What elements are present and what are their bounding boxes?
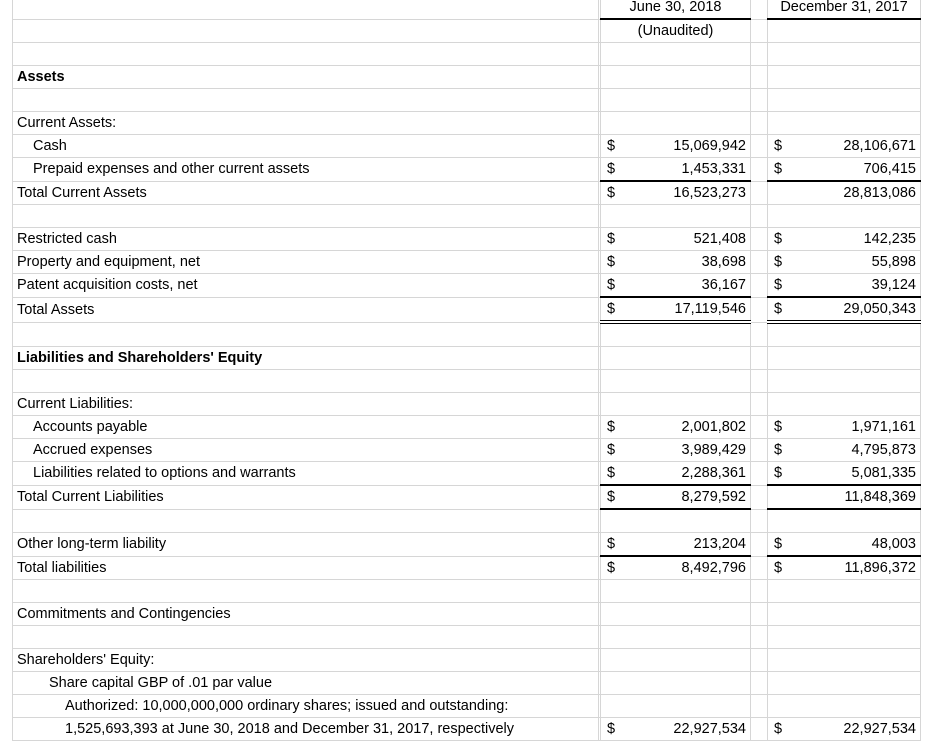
period-a-note[interactable]: (Unaudited) — [601, 19, 751, 43]
row-label[interactable] — [13, 205, 599, 228]
currency-symbol: $ — [607, 138, 616, 154]
currency-symbol: $ — [607, 419, 616, 435]
row-label[interactable]: Shareholders' Equity: — [13, 649, 599, 672]
amount-value: 39,124 — [871, 277, 916, 293]
amount-value: 17,119,546 — [674, 301, 746, 317]
currency-symbol: $ — [607, 161, 616, 177]
row-label[interactable]: Prepaid expenses and other current assets — [13, 158, 599, 182]
amount — [601, 298, 750, 320]
currency-symbol: $ — [774, 560, 783, 576]
amount-value: 48,003 — [871, 536, 916, 552]
amount-value: 15,069,942 — [673, 138, 746, 154]
currency-symbol: $ — [607, 489, 616, 505]
amount-value: 28,813,086 — [843, 185, 916, 201]
period-b-value-cell[interactable] — [768, 439, 921, 462]
spacer-cell — [751, 485, 768, 509]
amount — [601, 486, 750, 508]
spacer-cell — [751, 89, 768, 112]
currency-symbol: $ — [607, 560, 616, 576]
period-b-value-cell[interactable] — [768, 43, 921, 66]
period-b-value-cell[interactable] — [768, 672, 921, 695]
period-a-value-cell[interactable] — [601, 626, 751, 649]
period-b-value-cell[interactable] — [768, 626, 921, 649]
amount — [601, 182, 750, 204]
period-b-value-cell[interactable] — [768, 112, 921, 135]
table-row — [13, 695, 921, 718]
period-a-value-cell[interactable] — [601, 718, 751, 741]
amount — [601, 718, 750, 740]
amount-value: 521,408 — [693, 231, 746, 247]
period-b-value-cell[interactable] — [768, 274, 921, 298]
period-b-value-cell[interactable] — [768, 393, 921, 416]
blank-row — [13, 43, 921, 66]
spacer-cell — [751, 393, 768, 416]
table-row — [13, 649, 921, 672]
table-row — [13, 181, 921, 205]
period-a-value-cell[interactable] — [601, 205, 751, 228]
spacer-cell — [751, 370, 768, 393]
row-label[interactable]: Assets — [13, 66, 599, 89]
currency-symbol: $ — [607, 721, 616, 737]
amount-value: 142,235 — [863, 231, 916, 247]
blank-row — [13, 509, 921, 533]
spacer-cell — [751, 626, 768, 649]
table-row — [13, 135, 921, 158]
header-row-1 — [13, 0, 921, 19]
currency-symbol: $ — [774, 465, 783, 481]
amount-value: 28,106,671 — [843, 138, 916, 154]
amount — [768, 416, 920, 438]
currency-symbol: $ — [774, 254, 783, 270]
table-row — [13, 556, 921, 580]
currency-symbol: $ — [607, 231, 616, 247]
period-a-header[interactable]: June 30, 2018 — [601, 0, 751, 19]
currency-symbol: $ — [774, 161, 783, 177]
amount — [601, 557, 750, 579]
amount-value: 5,081,335 — [851, 465, 916, 481]
amount-value: 8,492,796 — [681, 560, 746, 576]
blank-row — [13, 205, 921, 228]
currency-symbol: $ — [607, 277, 616, 293]
period-a-value-cell[interactable] — [601, 580, 751, 603]
spacer-cell — [751, 462, 768, 486]
amount — [601, 533, 750, 555]
row-label[interactable]: Share capital GBP of .01 par value — [13, 672, 599, 695]
row-label[interactable]: 1,525,693,393 at June 30, 2018 and December 31, 2017, respectively — [13, 718, 599, 741]
amount-value: 2,001,802 — [681, 419, 746, 435]
period-a-value-cell[interactable] — [601, 322, 751, 347]
row-label[interactable]: Total Current Assets — [13, 181, 599, 205]
period-b-note[interactable] — [768, 19, 921, 43]
period-a-value-cell[interactable] — [601, 297, 751, 322]
row-label[interactable] — [13, 580, 599, 603]
spacer-cell — [751, 135, 768, 158]
amount-value: 22,927,534 — [843, 721, 916, 737]
period-b-value-cell[interactable] — [768, 89, 921, 112]
currency-symbol: $ — [607, 536, 616, 552]
period-a-value-cell[interactable] — [601, 370, 751, 393]
amount — [601, 228, 750, 250]
period-b-value-cell[interactable] — [768, 509, 921, 533]
spacer-cell — [751, 580, 768, 603]
blank-row — [13, 370, 921, 393]
amount-value: 11,848,369 — [844, 489, 916, 505]
amount — [768, 439, 920, 461]
currency-symbol: $ — [774, 301, 783, 317]
period-b-value-cell[interactable] — [768, 205, 921, 228]
period-b-value-cell[interactable] — [768, 649, 921, 672]
period-a-value-cell[interactable] — [601, 439, 751, 462]
currency-symbol: $ — [774, 277, 783, 293]
amount — [768, 486, 920, 508]
period-b-value-cell[interactable] — [768, 228, 921, 251]
period-a-value-cell[interactable] — [601, 347, 751, 370]
currency-symbol: $ — [607, 465, 616, 481]
period-a-value-cell[interactable] — [601, 416, 751, 439]
amount — [768, 533, 920, 555]
row-label[interactable] — [13, 626, 599, 649]
spacer-cell — [751, 695, 768, 718]
table-row — [13, 251, 921, 274]
period-a-value-cell[interactable] — [601, 485, 751, 509]
period-a-value-cell[interactable] — [601, 43, 751, 66]
amount-value: 16,523,273 — [673, 185, 746, 201]
period-a-value-cell[interactable] — [601, 89, 751, 112]
row-label[interactable]: Other long-term liability — [13, 533, 599, 557]
spacer-cell — [751, 649, 768, 672]
spacer-cell — [751, 718, 768, 741]
row-label[interactable]: Accounts payable — [13, 416, 599, 439]
label-cell[interactable] — [13, 19, 599, 43]
row-label[interactable] — [13, 370, 599, 393]
period-a-value-cell[interactable] — [601, 112, 751, 135]
amount-value: 1,971,161 — [851, 419, 916, 435]
spacer-cell — [751, 274, 768, 298]
period-a-value-cell[interactable] — [601, 509, 751, 533]
table-row — [13, 112, 921, 135]
period-a-value-cell[interactable] — [601, 66, 751, 89]
amount-value: 11,896,372 — [844, 560, 916, 576]
period-b-value-cell[interactable] — [768, 695, 921, 718]
currency-symbol: $ — [774, 721, 783, 737]
spacer-cell — [751, 322, 768, 347]
amount — [601, 462, 750, 484]
row-label[interactable]: Total Current Liabilities — [13, 485, 599, 509]
period-a-value-cell[interactable] — [601, 462, 751, 486]
amount — [768, 158, 920, 180]
period-b-value-cell[interactable] — [768, 66, 921, 89]
amount — [768, 135, 920, 157]
row-label[interactable]: Restricted cash — [13, 228, 599, 251]
period-a-value-cell[interactable] — [601, 533, 751, 557]
table-row — [13, 274, 921, 298]
spacer-cell — [751, 416, 768, 439]
period-b-value-cell[interactable] — [768, 158, 921, 182]
row-label[interactable]: Property and equipment, net — [13, 251, 599, 274]
blank-row — [13, 580, 921, 603]
table-row — [13, 533, 921, 557]
currency-symbol: $ — [607, 301, 616, 317]
table-row — [13, 718, 921, 741]
amount-value: 3,989,429 — [681, 442, 746, 458]
period-b-value-cell[interactable] — [768, 556, 921, 580]
row-label[interactable]: Cash — [13, 135, 599, 158]
amount-value: 8,279,592 — [681, 489, 746, 505]
row-label[interactable]: Authorized: 10,000,000,000 ordinary shares; issued and outstanding: — [13, 695, 599, 718]
row-label[interactable] — [13, 89, 599, 112]
spacer-cell — [751, 603, 768, 626]
table-row — [13, 297, 921, 322]
table-row — [13, 672, 921, 695]
amount-value: 706,415 — [863, 161, 916, 177]
amount — [601, 251, 750, 273]
row-label[interactable]: Patent acquisition costs, net — [13, 274, 599, 298]
spacer-cell — [751, 439, 768, 462]
amount-value: 4,795,873 — [851, 442, 916, 458]
table-row — [13, 462, 921, 486]
spacer-cell — [751, 509, 768, 533]
amount — [768, 298, 920, 320]
spacer-cell — [751, 672, 768, 695]
amount-value: 29,050,343 — [843, 301, 916, 317]
amount — [601, 439, 750, 461]
row-label[interactable]: Liabilities and Shareholders' Equity — [13, 347, 599, 370]
spacer-cell — [751, 158, 768, 182]
amount — [768, 557, 920, 579]
currency-symbol: $ — [774, 442, 783, 458]
table-row — [13, 416, 921, 439]
spacer-cell — [751, 66, 768, 89]
period-b-value-cell[interactable] — [768, 603, 921, 626]
currency-symbol: $ — [607, 254, 616, 270]
table-row — [13, 603, 921, 626]
amount — [601, 135, 750, 157]
row-label[interactable] — [13, 322, 599, 347]
table-row — [13, 66, 921, 89]
row-label[interactable]: Current Liabilities: — [13, 393, 599, 416]
period-a-value-cell[interactable] — [601, 135, 751, 158]
spacer-cell — [751, 205, 768, 228]
amount-value: 22,927,534 — [673, 721, 746, 737]
row-label[interactable] — [13, 509, 599, 533]
blank-row — [13, 89, 921, 112]
period-b-value-cell[interactable] — [768, 297, 921, 322]
header-row-2 — [13, 19, 921, 43]
period-a-value-cell[interactable] — [601, 556, 751, 580]
period-b-value-cell[interactable] — [768, 416, 921, 439]
blank-row — [13, 626, 921, 649]
period-a-value-cell[interactable] — [601, 181, 751, 205]
currency-symbol: $ — [774, 419, 783, 435]
amount — [601, 274, 750, 296]
period-a-value-cell[interactable] — [601, 695, 751, 718]
amount — [601, 158, 750, 180]
amount — [768, 718, 920, 740]
period-b-value-cell[interactable] — [768, 322, 921, 347]
period-a-value-cell[interactable] — [601, 274, 751, 298]
period-a-value-cell[interactable] — [601, 603, 751, 626]
currency-symbol: $ — [774, 536, 783, 552]
amount — [768, 228, 920, 250]
spacer-cell — [751, 43, 768, 66]
period-b-value-cell[interactable] — [768, 135, 921, 158]
table-row — [13, 347, 921, 370]
currency-symbol: $ — [607, 442, 616, 458]
table-row — [13, 439, 921, 462]
spacer-cell — [751, 251, 768, 274]
row-label[interactable]: Total liabilities — [13, 556, 599, 580]
row-label[interactable]: Commitments and Contingencies — [13, 603, 599, 626]
table-row — [13, 228, 921, 251]
period-b-value-cell[interactable] — [768, 580, 921, 603]
spacer-cell — [751, 112, 768, 135]
period-b-value-cell[interactable] — [768, 251, 921, 274]
table-row — [13, 485, 921, 509]
row-label[interactable] — [13, 43, 599, 66]
row-label[interactable]: Liabilities related to options and warrants — [13, 462, 599, 486]
amount — [601, 416, 750, 438]
period-a-value-cell[interactable] — [601, 393, 751, 416]
amount — [768, 274, 920, 296]
table-row — [13, 393, 921, 416]
amount — [768, 462, 920, 484]
table-row — [13, 158, 921, 182]
label-cell[interactable] — [13, 0, 599, 19]
period-b-value-cell[interactable] — [768, 485, 921, 509]
currency-symbol: $ — [607, 185, 616, 201]
amount-value: 55,898 — [871, 254, 916, 270]
period-a-value-cell[interactable] — [601, 649, 751, 672]
period-b-value-cell[interactable] — [768, 462, 921, 486]
amount-value: 36,167 — [701, 277, 746, 293]
period-b-value-cell[interactable] — [768, 370, 921, 393]
amount-value: 38,698 — [701, 254, 746, 270]
period-a-value-cell[interactable] — [601, 158, 751, 182]
blank-row — [13, 322, 921, 347]
amount — [768, 251, 920, 273]
period-b-value-cell[interactable] — [768, 718, 921, 741]
amount-value: 2,288,361 — [681, 465, 746, 481]
period-b-value-cell[interactable] — [768, 533, 921, 557]
period-b-value-cell[interactable] — [768, 181, 921, 205]
row-label[interactable]: Current Assets: — [13, 112, 599, 135]
spacer-cell — [751, 533, 768, 557]
spacer-cell — [751, 347, 768, 370]
amount — [768, 182, 920, 204]
period-b-header[interactable]: December 31, 2017 — [768, 0, 921, 19]
spacer-cell — [751, 556, 768, 580]
spacer-cell — [751, 228, 768, 251]
period-a-value-cell[interactable] — [601, 251, 751, 274]
period-a-value-cell[interactable] — [601, 672, 751, 695]
period-b-value-cell[interactable] — [768, 347, 921, 370]
row-label[interactable]: Accrued expenses — [13, 439, 599, 462]
spacer-cell — [751, 181, 768, 205]
amount-value: 213,204 — [693, 536, 746, 552]
balance-sheet-table — [12, 0, 921, 741]
row-label[interactable]: Total Assets — [13, 297, 599, 322]
period-a-value-cell[interactable] — [601, 228, 751, 251]
currency-symbol: $ — [774, 138, 783, 154]
spacer-cell — [751, 297, 768, 322]
currency-symbol: $ — [774, 231, 783, 247]
amount-value: 1,453,331 — [681, 161, 746, 177]
